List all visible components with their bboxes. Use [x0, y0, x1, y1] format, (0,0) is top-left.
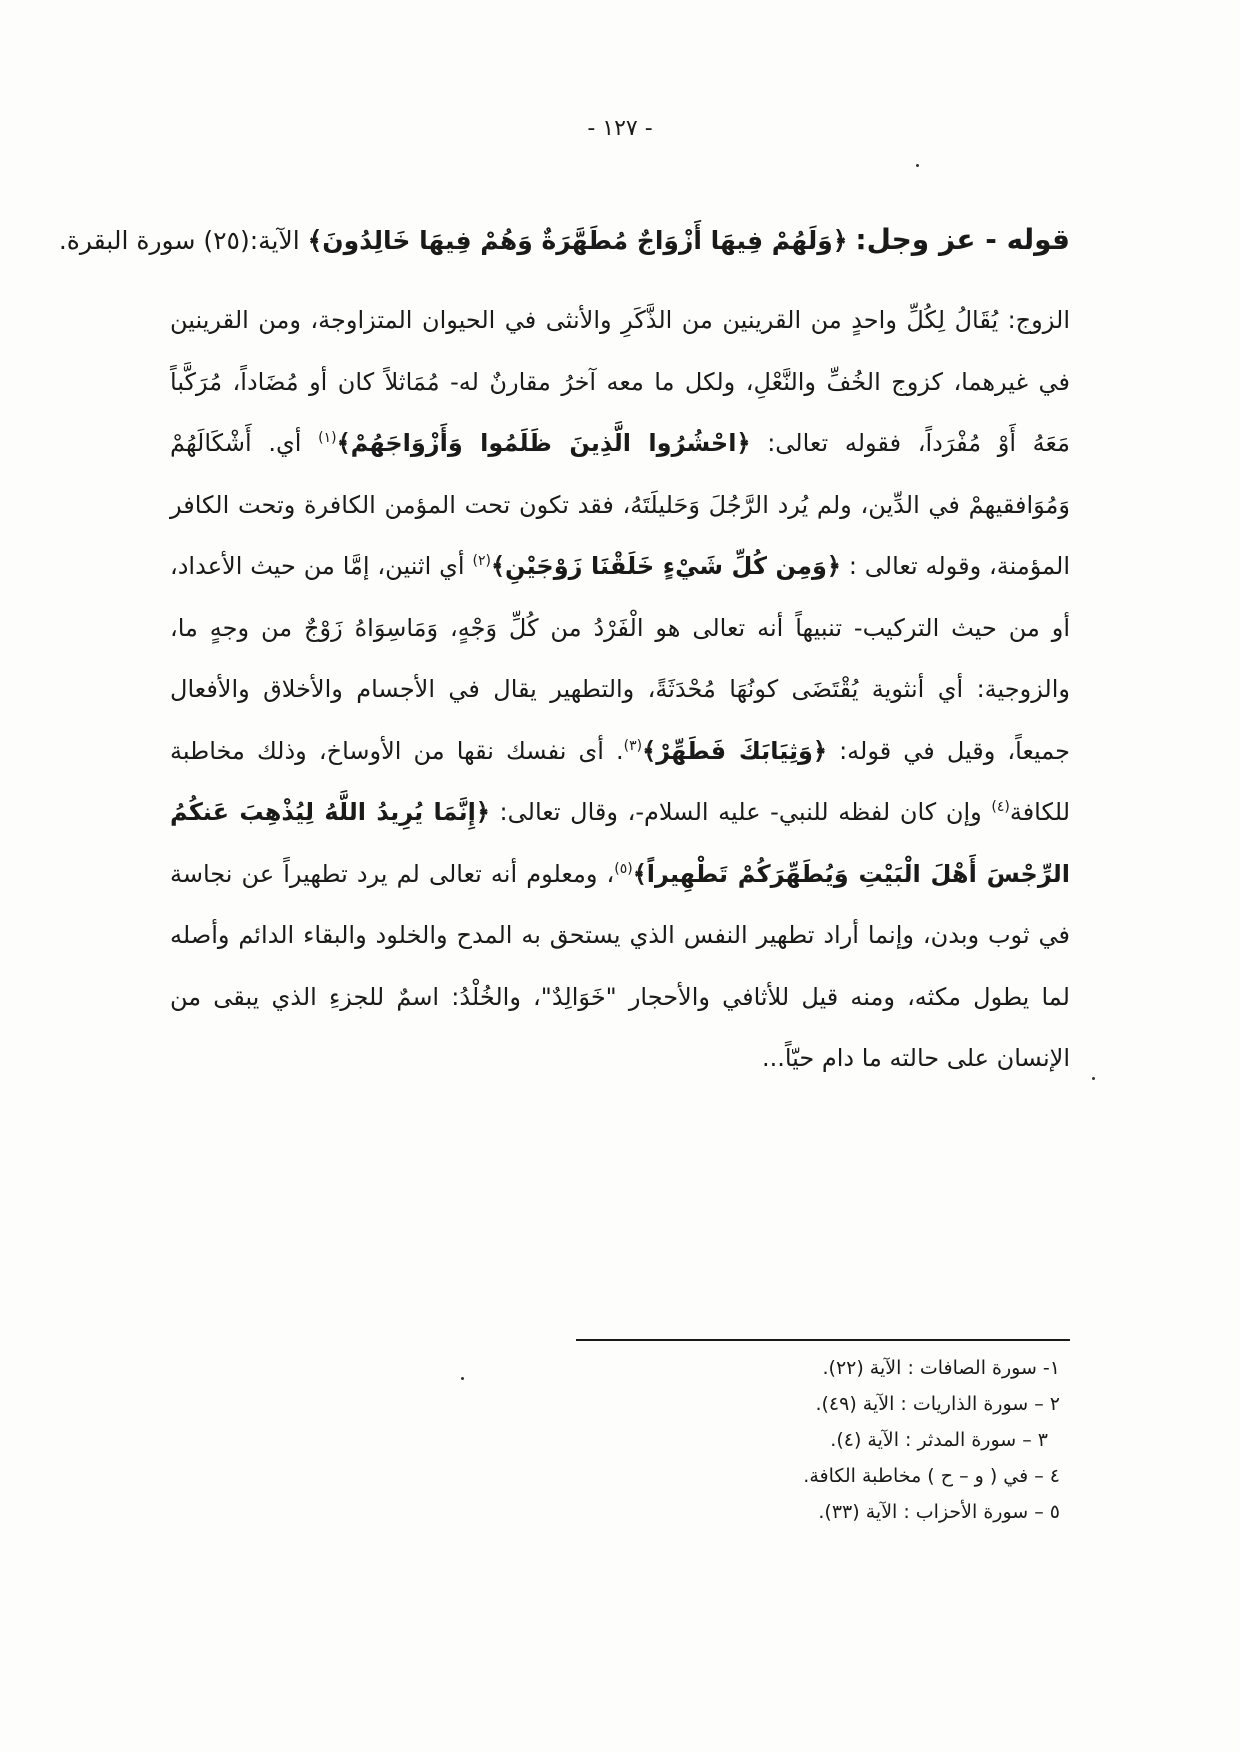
footnote-item: ٢ – سورة الذاريات : الآية (٤٩). — [815, 1393, 1060, 1415]
footnote-item: ١- سورة الصافات : الآية (٢٢). — [822, 1357, 1060, 1379]
scan-speck — [461, 1377, 464, 1380]
heading-verse: ﴿وَلَهُمْ فِيهَا أَزْوَاجٌ مُطَهَّرَةٌ وَهُمْ فِيهَا خَالِدُونَ﴾ — [307, 226, 848, 255]
body-text-part: أي اثنين، إمَّا من حيث الأعداد، أو من حيث التركيب- تنبيهاً أنه تعالى هو الْفَرْدُ من كُلِّ وَجْهٍ، وَمَاسِوَاهُ زَوْجٌ من وجهٍ ما، والزوجية: أي أنثوية يُقْتَضَى كونُهَا مُحْدَثَةً، والتطهير يقال في الأجسام والأخلاق والأفعال جميعاً، وقيل في قوله: — [170, 552, 1070, 765]
quranic-verse: ﴿وَمِن كُلِّ شَيْءٍ خَلَقْنَا زَوْجَيْنِ﴾ — [490, 552, 841, 580]
body-text-part: الزوج: يُقَالُ لِكُلِّ واحدٍ من القرينين من الذَّكَرِ والأنثى في الحيوان المتزاوجة، ومن القرينين في غيرهما، كزوج الخُفِّ والنَّعْلِ، ولكل ما معه آخرُ مقارنٌ له- مُمَاثلاً كان أو مُضَاداً، مُرَكَّباً مَعَهُ أَوْ مُفْرَداً، فقوله تعالى: — [170, 306, 1070, 457]
footnote-item: ٥ – سورة الأحزاب : الآية (٣٣). — [818, 1501, 1060, 1523]
footnote-ref: (٤) — [991, 799, 1010, 815]
footnote-item: ٣ – سورة المدثر : الآية (٤). — [830, 1429, 1048, 1451]
scan-speck — [1092, 1077, 1095, 1080]
heading-reference: الآية:(٢٥) سورة البقرة. — [58, 226, 300, 255]
body-text-part: . أى نفسك نقها من الأوساخ، وذلك مخاطبة للكافة — [170, 736, 1071, 826]
footnote-divider — [576, 1339, 1070, 1341]
body-text-part: ، ومعلوم أنه تعالى لم يرد تطهيراً عن نجاسة في ثوب وبدن، وإنما أراد تطهير النفس الذي يستحق به المدح والخلود والبقاء الدائم وأصله لما يطول مكثه، ومنه قيل للأثافي والأحجار "خَوَالِدٌ"، والخُلْدُ: اسمٌ للجزءِ الذي يبقى من الإنسان على حالته ما دام حيّاً... — [170, 859, 1070, 1072]
footnotes-list — [560, 1350, 1060, 1530]
heading-label: قوله - عز وجل: — [855, 223, 1070, 256]
footnote-ref: (٣) — [623, 737, 643, 754]
scan-speck — [916, 164, 919, 167]
footnote-item: ٤ – في ( و – ح ) مخاطبة الكافة. — [803, 1465, 1060, 1487]
quranic-verse: ﴿وَثِيَابَكَ فَطَهِّرْ﴾ — [642, 736, 828, 765]
body-paragraph — [170, 290, 1070, 1090]
page-number: - ١٢٧ - — [587, 116, 653, 141]
body-text-part: أي. أَشْكَالَهُمْ وَمُوَافقيهمْ في الدِّين، ولم يُرد الرَّجُلَ وَحَليلَتَهُ، فقد تكون تحت المؤمن الكافرة وتحت الكافر المؤمنة، وقوله تعالى : — [170, 429, 1070, 580]
quranic-verse: ﴿إِنَّمَا يُرِيدُ اللَّهُ لِيُذْهِبَ عَنكُمُ الرِّجْسَ أَهْلَ الْبَيْتِ وَيُطَهِّرَكُمْ تَطْهِيراً﴾ — [170, 798, 1070, 888]
footnote-ref: (٥) — [614, 860, 633, 877]
section-heading — [58, 216, 1070, 265]
footnote-ref: (١) — [318, 430, 337, 446]
body-text-part: وإن كان لفظه للنبي- عليه السلام-، وقال تعالى: — [499, 798, 982, 826]
footnote-ref: (٢) — [472, 553, 491, 569]
quranic-verse: ﴿احْشُرُوا الَّذِينَ ظَلَمُوا وَأَزْوَاجَهُمْ﴾ — [336, 429, 751, 457]
